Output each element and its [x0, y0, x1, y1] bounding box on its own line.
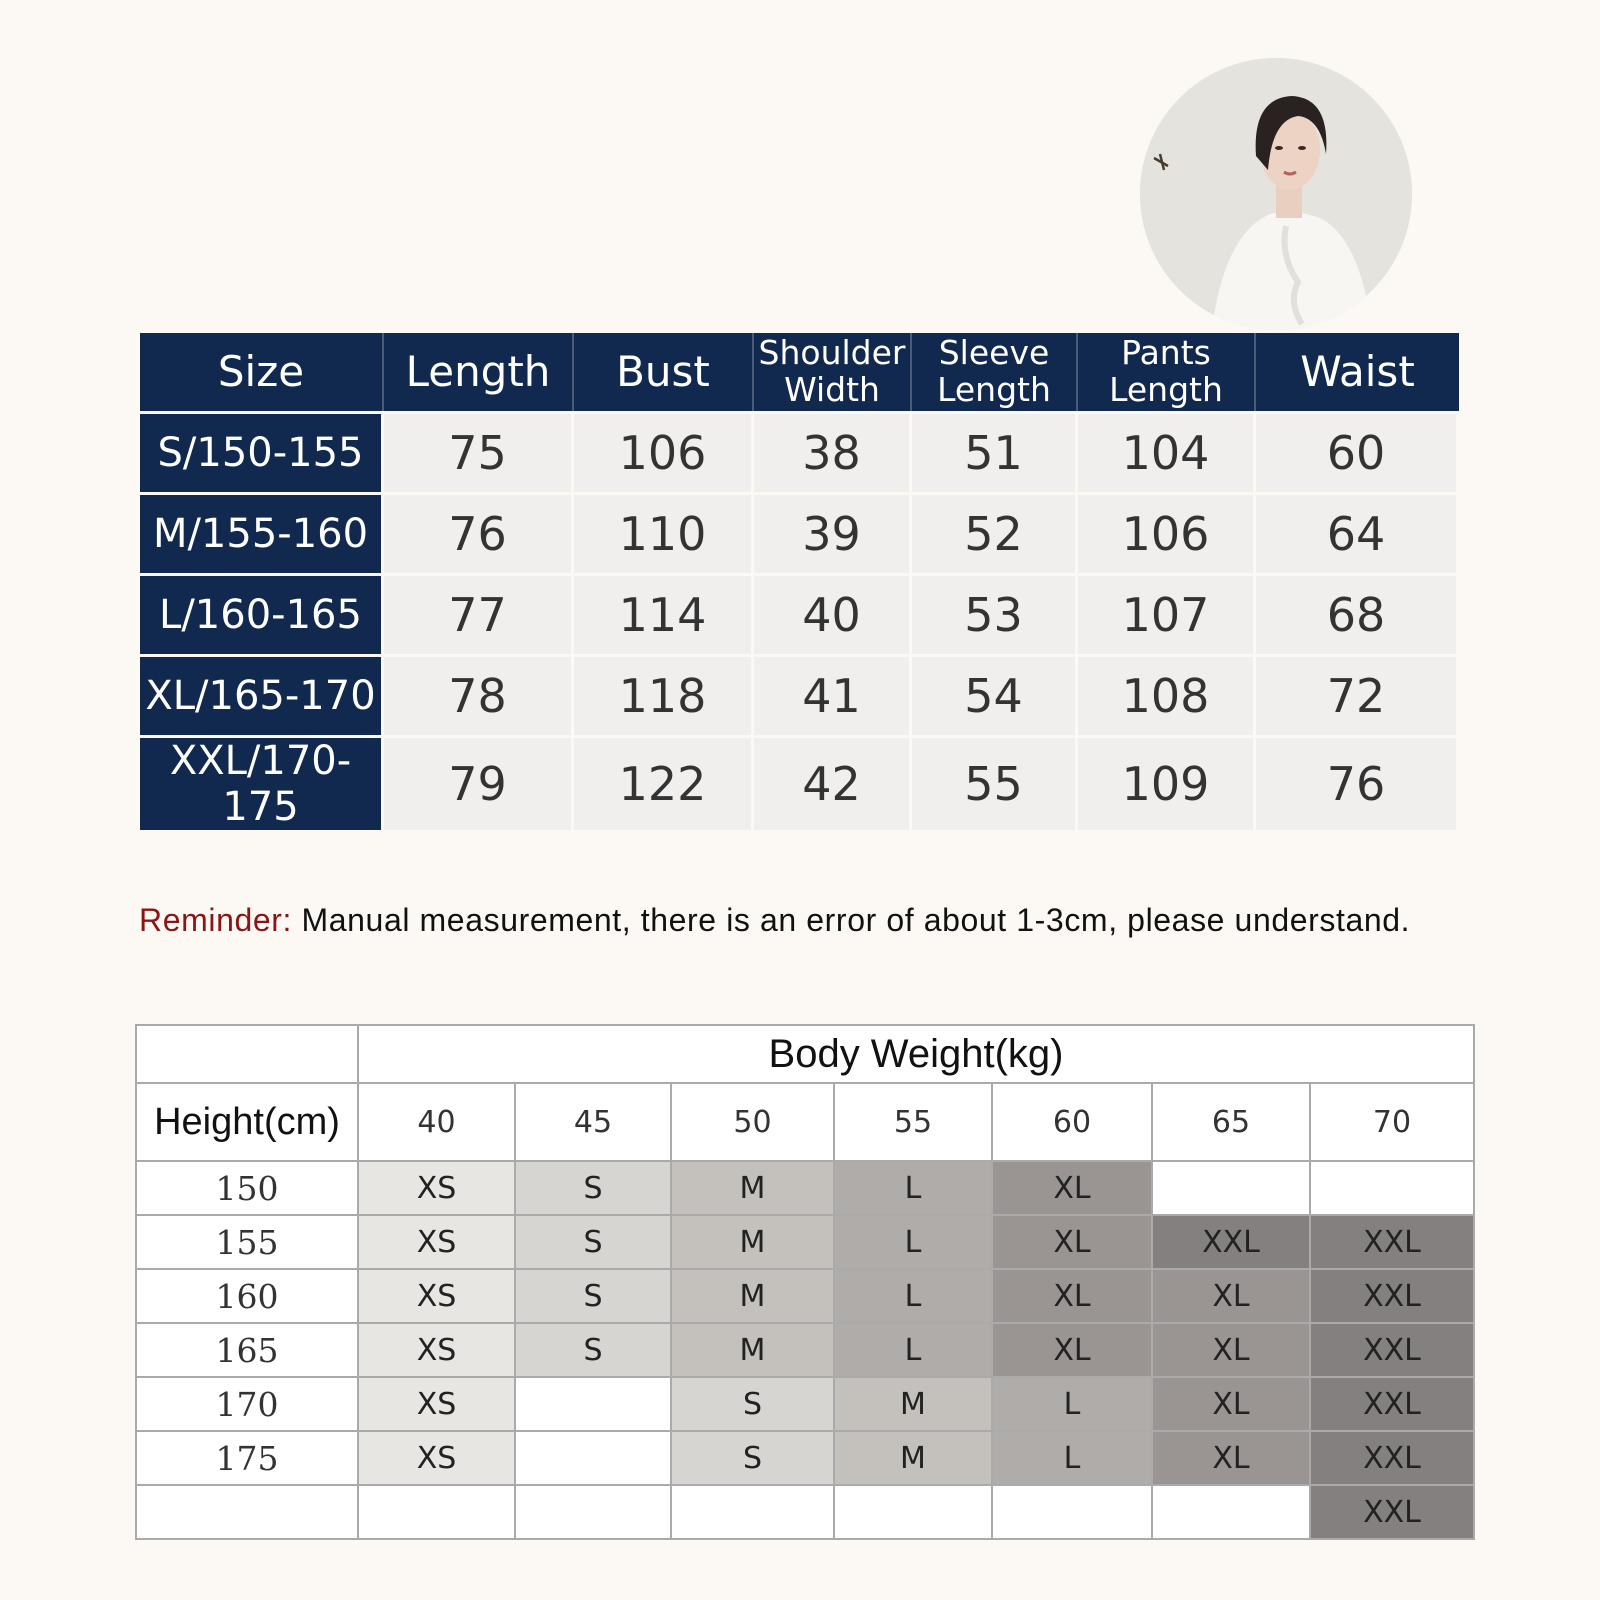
height-row: [136, 1485, 1474, 1539]
header-bust: Bust: [574, 333, 754, 411]
header-pants-length: Pants Length: [1078, 333, 1256, 411]
size-cell: XL: [992, 1215, 1152, 1269]
size-cell: M: [671, 1161, 834, 1215]
size-measurement-table: [140, 333, 1459, 830]
height-row: [136, 1215, 1474, 1269]
model-photo-image: [1140, 58, 1412, 330]
weight-header: 70: [1310, 1083, 1474, 1161]
size-cell: S: [671, 1431, 834, 1485]
size-cell: XS: [358, 1431, 515, 1485]
sleeve-length-value: 51: [912, 411, 1078, 492]
size-cell: XS: [358, 1215, 515, 1269]
size-cell: XS: [358, 1269, 515, 1323]
size-cell: XL: [1152, 1377, 1310, 1431]
size-cell: S: [515, 1215, 671, 1269]
height-value: 165: [136, 1323, 358, 1377]
header-shoulder-width: Shoulder Width: [754, 333, 912, 411]
size-cell: XL: [992, 1161, 1152, 1215]
model-photo: [1140, 58, 1412, 330]
size-cell: XS: [358, 1161, 515, 1215]
pants-length-value: 106: [1078, 492, 1256, 573]
shoulder-width-value: 38: [754, 411, 912, 492]
size-cell: [1152, 1485, 1310, 1539]
size-cell: L: [834, 1161, 992, 1215]
size-cell: XS: [358, 1377, 515, 1431]
size-cell: XXL: [1310, 1377, 1474, 1431]
shoulder-width-value: 42: [754, 735, 912, 830]
pants-length-value: 108: [1078, 654, 1256, 735]
size-cell: XXL: [1310, 1269, 1474, 1323]
size-table-row: [140, 654, 1459, 735]
header-size: Size: [140, 333, 384, 411]
size-cell: L: [834, 1323, 992, 1377]
size-table-row: [140, 492, 1459, 573]
sleeve-length-value: 55: [912, 735, 1078, 830]
pants-length-value: 107: [1078, 573, 1256, 654]
size-cell: XL: [1152, 1431, 1310, 1485]
size-cell: [515, 1431, 671, 1485]
size-cell: S: [515, 1269, 671, 1323]
header-sleeve-length: Sleeve Length: [912, 333, 1078, 411]
size-cell: L: [992, 1431, 1152, 1485]
size-cell: XXL: [1152, 1215, 1310, 1269]
size-cell: XL: [1152, 1269, 1310, 1323]
size-cell: XXL: [1310, 1215, 1474, 1269]
height-value: 155: [136, 1215, 358, 1269]
size-cell: [358, 1485, 515, 1539]
size-label: XL/165-170: [140, 654, 384, 735]
size-label: M/155-160: [140, 492, 384, 573]
sleeve-length-value: 54: [912, 654, 1078, 735]
height-row: [136, 1431, 1474, 1485]
header-length: Length: [384, 333, 574, 411]
pants-length-value: 109: [1078, 735, 1256, 830]
waist-value: 60: [1256, 411, 1459, 492]
size-cell: M: [834, 1377, 992, 1431]
size-cell: M: [834, 1431, 992, 1485]
size-cell: S: [515, 1161, 671, 1215]
weight-header: 50: [671, 1083, 834, 1161]
weight-header-row: [136, 1083, 1474, 1161]
sleeve-length-value: 53: [912, 573, 1078, 654]
height-row: [136, 1161, 1474, 1215]
size-table-row: [140, 411, 1459, 492]
weight-header: 60: [992, 1083, 1152, 1161]
size-cell: [1152, 1161, 1310, 1215]
waist-value: 76: [1256, 735, 1459, 830]
size-cell: [671, 1485, 834, 1539]
height-value: 160: [136, 1269, 358, 1323]
shoulder-width-value: 39: [754, 492, 912, 573]
size-cell: M: [671, 1269, 834, 1323]
size-label: L/160-165: [140, 573, 384, 654]
size-cell: XL: [1152, 1323, 1310, 1377]
length-value: 78: [384, 654, 574, 735]
bust-value: 110: [574, 492, 754, 573]
height-value: [136, 1485, 358, 1539]
size-label: XXL/170-175: [140, 735, 384, 830]
height-value: 150: [136, 1161, 358, 1215]
length-value: 77: [384, 573, 574, 654]
reminder-text: Manual measurement, there is an error of about 1-3cm, please understand.: [292, 902, 1411, 938]
shoulder-width-value: 40: [754, 573, 912, 654]
size-table-row: [140, 735, 1459, 830]
height-row: [136, 1323, 1474, 1377]
size-cell: XXL: [1310, 1431, 1474, 1485]
pants-length-value: 104: [1078, 411, 1256, 492]
corner-cell: [136, 1025, 358, 1083]
height-row: [136, 1269, 1474, 1323]
bust-value: 122: [574, 735, 754, 830]
height-value: 170: [136, 1377, 358, 1431]
weight-title-row: [136, 1025, 1474, 1083]
size-cell: S: [515, 1323, 671, 1377]
size-cell: M: [671, 1215, 834, 1269]
height-label: Height(cm): [136, 1083, 358, 1161]
size-cell: [992, 1485, 1152, 1539]
weight-height-size-chart: [135, 1024, 1475, 1540]
size-cell: XL: [992, 1269, 1152, 1323]
size-cell: [515, 1485, 671, 1539]
size-cell: [834, 1485, 992, 1539]
shoulder-width-value: 41: [754, 654, 912, 735]
size-cell: [515, 1377, 671, 1431]
weight-header: 55: [834, 1083, 992, 1161]
size-cell: XL: [992, 1323, 1152, 1377]
size-cell: L: [834, 1269, 992, 1323]
size-cell: M: [671, 1323, 834, 1377]
size-cell: XS: [358, 1323, 515, 1377]
weight-header: 40: [358, 1083, 515, 1161]
reminder-label: Reminder:: [139, 902, 293, 938]
bust-value: 114: [574, 573, 754, 654]
body-weight-title: Body Weight(kg): [358, 1025, 1474, 1083]
size-cell: L: [992, 1377, 1152, 1431]
weight-header: 65: [1152, 1083, 1310, 1161]
size-cell: XXL: [1310, 1323, 1474, 1377]
measurement-reminder: [139, 902, 1410, 939]
waist-value: 68: [1256, 573, 1459, 654]
size-table-header-row: [140, 333, 1459, 411]
length-value: 79: [384, 735, 574, 830]
length-value: 75: [384, 411, 574, 492]
size-cell: L: [834, 1215, 992, 1269]
length-value: 76: [384, 492, 574, 573]
header-waist: Waist: [1256, 333, 1459, 411]
height-row: [136, 1377, 1474, 1431]
bust-value: 118: [574, 654, 754, 735]
size-table-row: [140, 573, 1459, 654]
size-label: S/150-155: [140, 411, 384, 492]
waist-value: 72: [1256, 654, 1459, 735]
weight-header: 45: [515, 1083, 671, 1161]
size-cell: [1310, 1161, 1474, 1215]
bust-value: 106: [574, 411, 754, 492]
size-cell: XXL: [1310, 1485, 1474, 1539]
height-value: 175: [136, 1431, 358, 1485]
sleeve-length-value: 52: [912, 492, 1078, 573]
waist-value: 64: [1256, 492, 1459, 573]
size-cell: S: [671, 1377, 834, 1431]
